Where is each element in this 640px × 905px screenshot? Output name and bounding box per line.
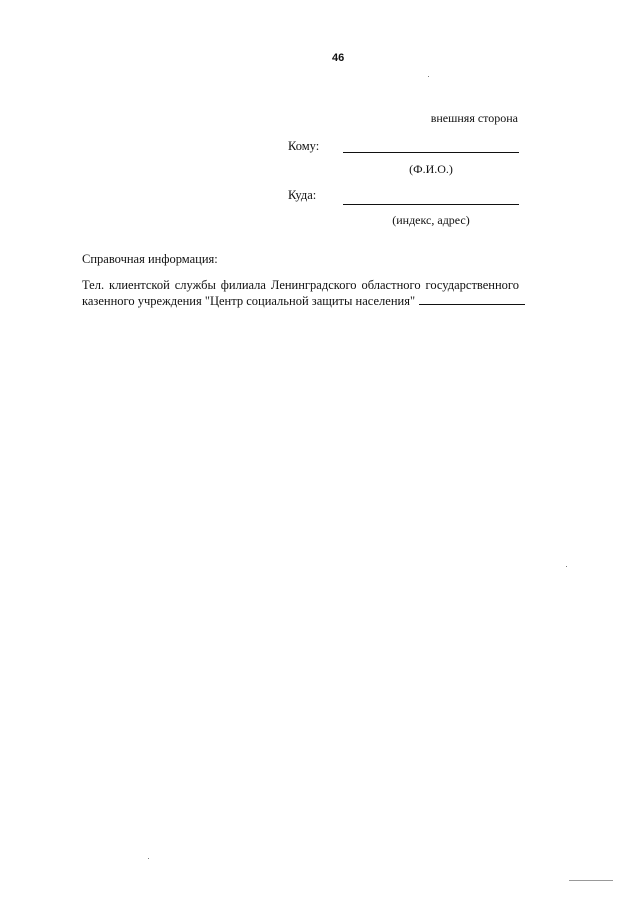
bottom-rule bbox=[569, 880, 613, 881]
to-caption: (Ф.И.О.) bbox=[409, 162, 453, 176]
reference-line-1: Тел. клиентской службы филиала Ленинградского областного государственного bbox=[82, 278, 519, 292]
where-caption: (индекс, адрес) bbox=[392, 213, 470, 227]
page-number: 46 bbox=[332, 52, 345, 64]
reference-text bbox=[82, 277, 519, 309]
scan-speck bbox=[428, 76, 429, 77]
where-label: Куда: bbox=[288, 188, 317, 202]
envelope-side-label: внешняя сторона bbox=[430, 111, 518, 125]
reference-line-2-text: казенного учреждения "Центр социальной защиты населения" bbox=[82, 294, 416, 308]
to-blank-line bbox=[343, 152, 519, 153]
scan-speck bbox=[148, 858, 149, 859]
reference-heading: Справочная информация: bbox=[82, 252, 218, 266]
to-label: Кому: bbox=[288, 139, 320, 153]
where-blank-line bbox=[343, 204, 519, 205]
phone-blank-line bbox=[419, 294, 525, 305]
scan-speck bbox=[566, 566, 567, 567]
reference-line-2 bbox=[82, 293, 519, 309]
